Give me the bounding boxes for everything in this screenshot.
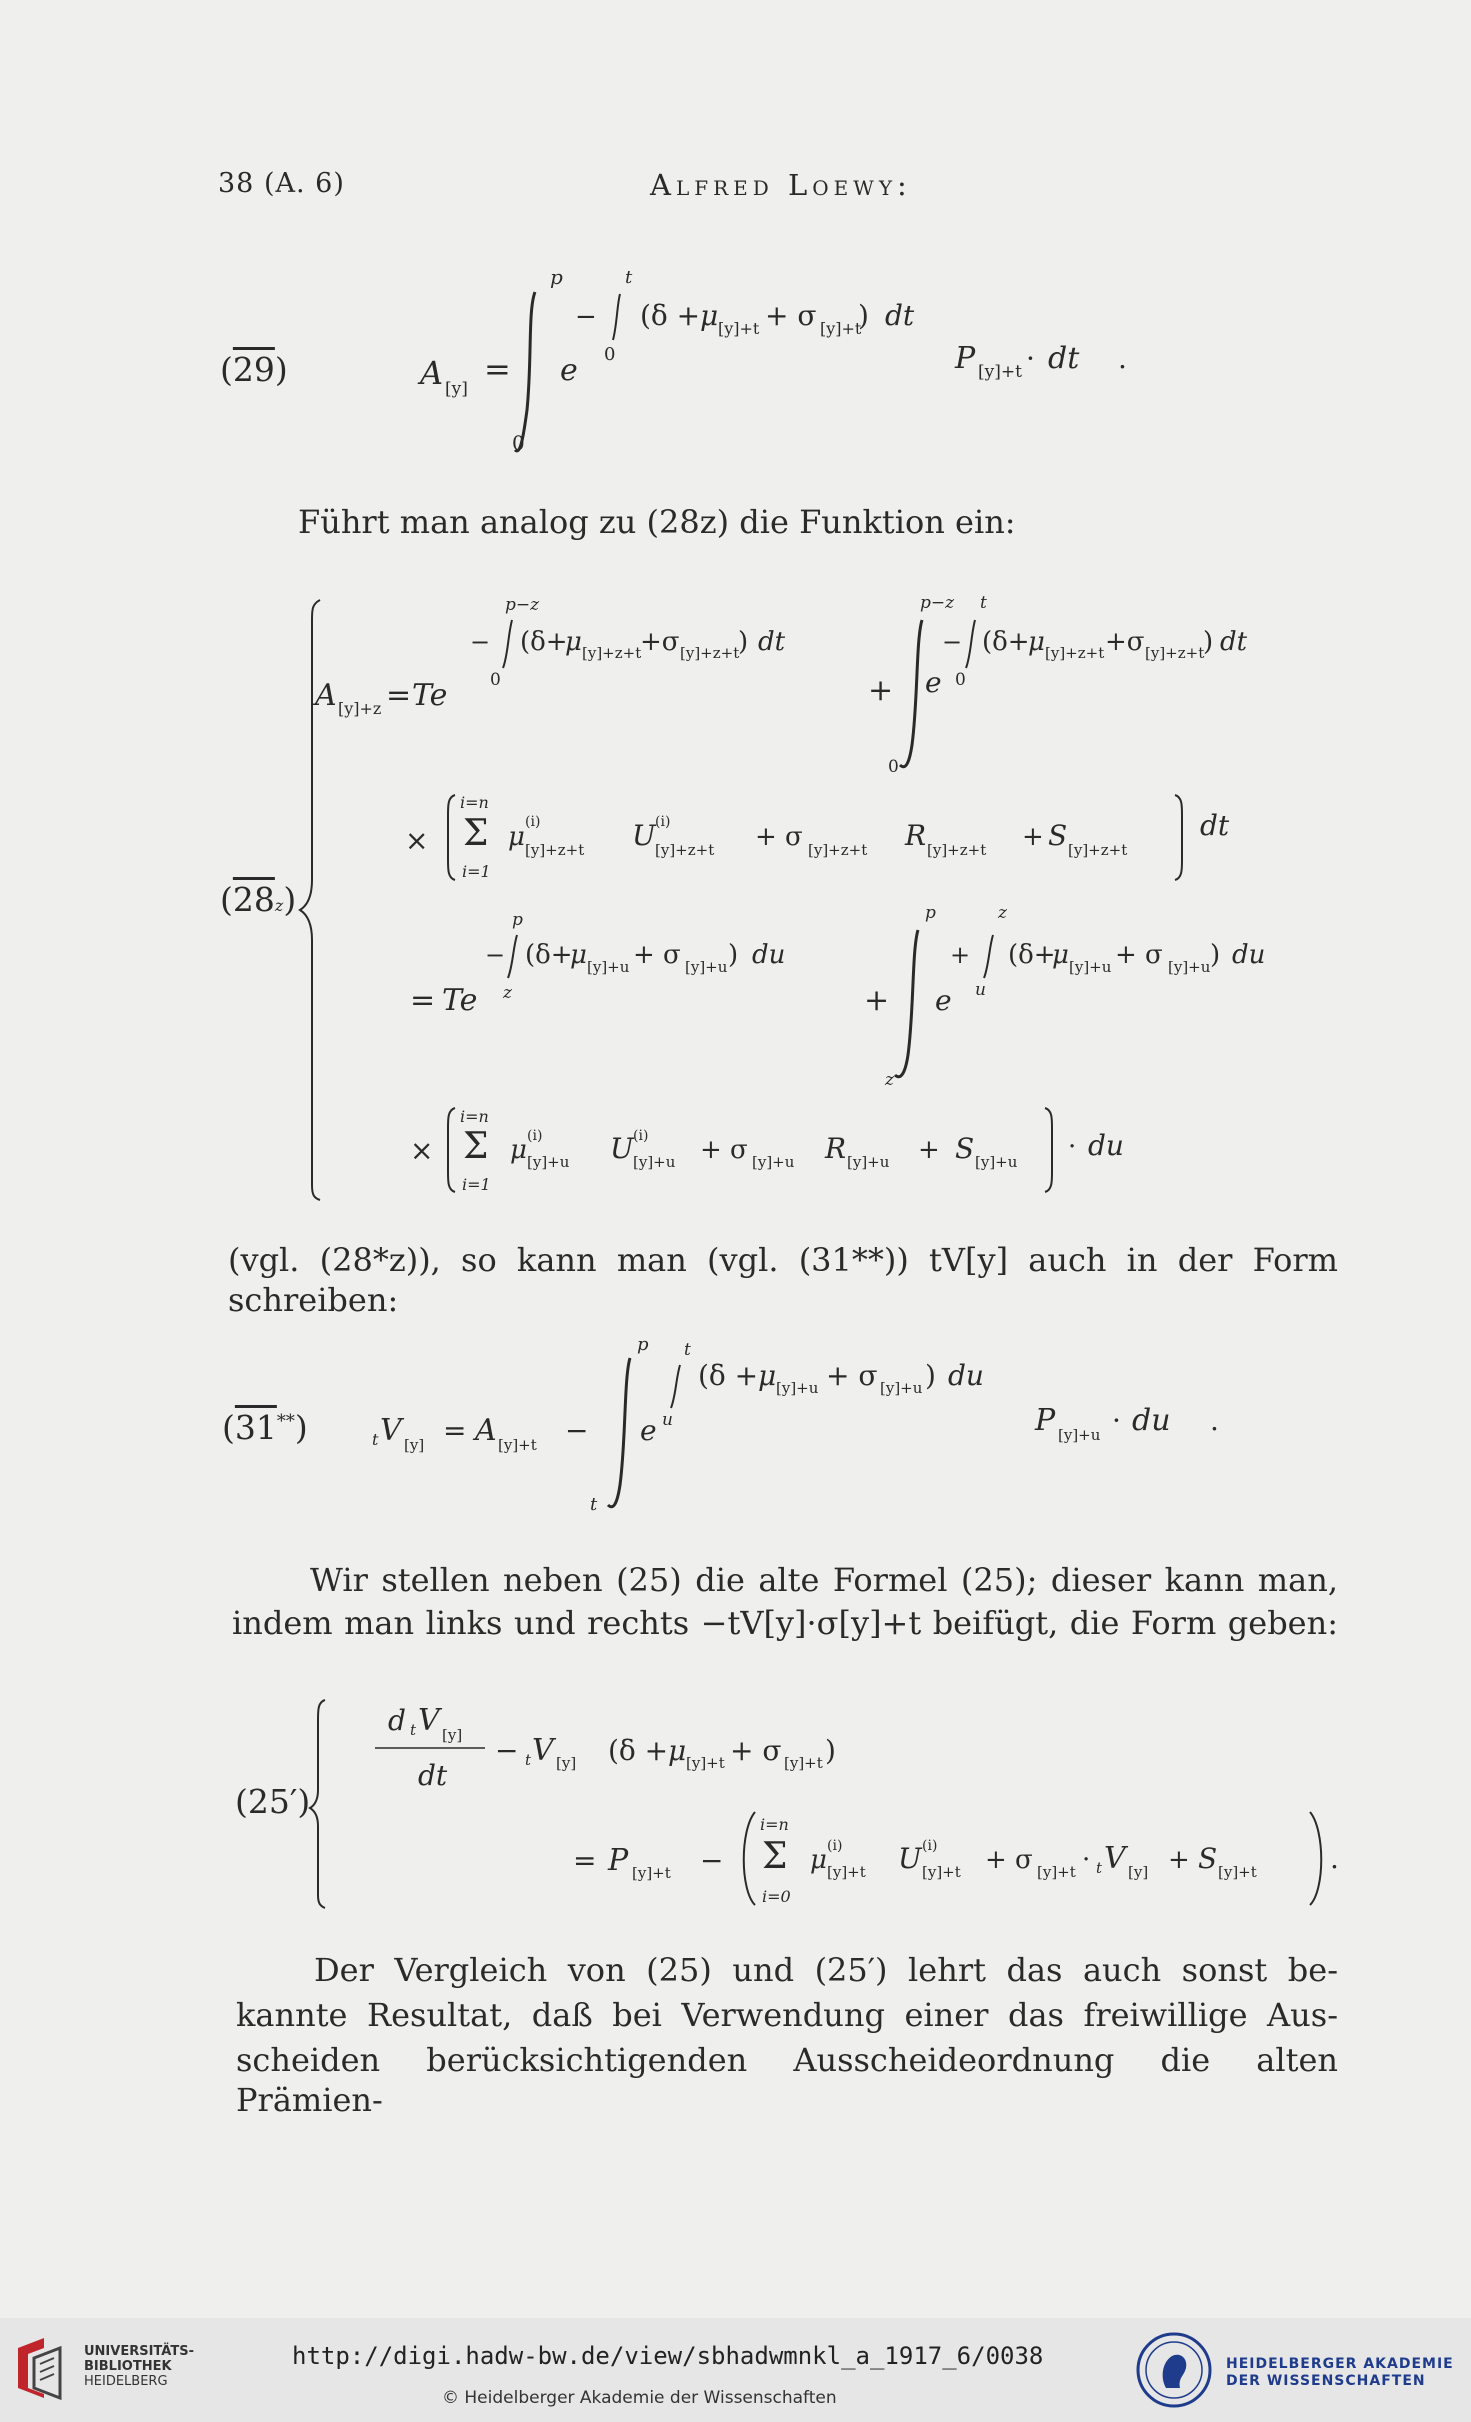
svg-text:(i): (i)	[827, 1838, 843, 1854]
svg-text:[y]+t: [y]+t	[922, 1863, 961, 1881]
svg-text:[y]+z+t: [y]+z+t	[525, 841, 585, 859]
svg-text:t: t	[684, 1340, 691, 1360]
svg-text:[y]+u: [y]+u	[880, 1379, 923, 1397]
svg-text:[y]: [y]	[442, 1726, 463, 1744]
svg-text:μ: μ	[510, 1135, 527, 1165]
svg-text:=: =	[386, 678, 412, 713]
svg-text:u: u	[662, 1410, 673, 1430]
svg-text:): )	[1203, 627, 1214, 657]
svg-text:+ σ: + σ	[985, 1845, 1033, 1875]
svg-text:S: S	[1048, 819, 1068, 852]
svg-text:): )	[728, 940, 739, 970]
equation-label: (28z)	[220, 880, 297, 919]
svg-text:+ σ: + σ	[765, 299, 817, 332]
svg-text:[y]+u: [y]+u	[527, 1153, 570, 1171]
equation-label: (29)	[220, 350, 288, 389]
svg-text:P: P	[608, 1843, 629, 1878]
svg-text:(δ +: (δ +	[608, 1734, 669, 1767]
svg-text:·: ·	[1026, 342, 1035, 375]
svg-text:[y]+u: [y]+u	[587, 958, 630, 976]
svg-text:A: A	[475, 1413, 497, 1448]
svg-text:[y]+z+t: [y]+z+t	[680, 644, 740, 662]
svg-text:0: 0	[888, 757, 899, 777]
svg-text:−: −	[495, 1734, 519, 1767]
svg-text:0: 0	[490, 670, 501, 690]
svg-text:μ: μ	[1028, 627, 1045, 657]
svg-text:Σ: Σ	[463, 1126, 489, 1167]
viewer-footer	[0, 2318, 1471, 2422]
svg-text:μ: μ	[700, 299, 719, 332]
svg-text:=: =	[484, 350, 511, 388]
svg-text:+: +	[868, 673, 894, 708]
svg-text:V: V	[418, 1703, 440, 1738]
svg-text:[y]: [y]	[1128, 1863, 1149, 1881]
svg-text:−: −	[942, 628, 963, 656]
svg-text:(δ+: (δ+	[982, 627, 1030, 657]
svg-text:t: t	[1096, 1859, 1103, 1877]
svg-text:p−z: p−z	[505, 595, 540, 615]
svg-text:(δ+: (δ+	[525, 940, 573, 970]
university-library-name: UNIVERSITÄTS- BIBLIOTHEK HEIDELBERG	[84, 2344, 194, 2389]
svg-text:(i): (i)	[633, 1128, 649, 1144]
svg-text:): )	[925, 1359, 936, 1392]
svg-text:[y]+t: [y]+t	[718, 319, 760, 338]
svg-text:t: t	[590, 1494, 598, 1515]
svg-text:[y]+z+t: [y]+z+t	[927, 841, 987, 859]
svg-text:dt: dt	[1200, 809, 1230, 842]
svg-text:[y]+t: [y]+t	[820, 319, 862, 338]
svg-text:V: V	[1104, 1841, 1126, 1876]
svg-text:[y]+u: [y]+u	[1069, 958, 1112, 976]
svg-text:[y]+z+t: [y]+z+t	[1068, 841, 1128, 859]
academy-seal-icon	[1136, 2332, 1212, 2408]
svg-text:z: z	[503, 983, 512, 1003]
svg-text:i=1: i=1	[462, 1175, 491, 1194]
svg-text:A: A	[420, 354, 444, 392]
svg-text:(δ +: (δ +	[640, 299, 701, 332]
svg-text:t: t	[625, 267, 633, 288]
svg-text:Σ: Σ	[463, 813, 489, 854]
academy-name: HEIDELBERGER AKADEMIE DER WISSENSCHAFTEN	[1226, 2356, 1454, 2389]
svg-text:[y]+z+t: [y]+z+t	[655, 841, 715, 859]
svg-text:p−z: p−z	[920, 593, 955, 613]
svg-text:μ: μ	[1052, 940, 1069, 970]
svg-text:−: −	[700, 1844, 724, 1877]
svg-text:t: t	[980, 593, 987, 613]
svg-text:p: p	[637, 1334, 649, 1355]
svg-text:×: ×	[410, 1134, 434, 1167]
svg-text:=: =	[443, 1414, 467, 1447]
svg-text:dt: dt	[418, 1759, 448, 1792]
svg-text:[y]: [y]	[445, 379, 468, 399]
conclusion-line1: Der Vergleich von (25) und (25′) lehrt das auch sonst be-	[314, 1951, 1338, 1989]
svg-text:+: +	[1168, 1845, 1190, 1875]
para-25-line1: Wir stellen neben (25) die alte Formel (25); dieser kann man,	[310, 1561, 1338, 1599]
equation-label: (25′)	[235, 1782, 311, 1821]
svg-text:p: p	[925, 903, 936, 923]
svg-text:i=0: i=0	[762, 1887, 791, 1906]
university-library-logo-icon	[14, 2334, 72, 2402]
svg-text:[y]+u: [y]+u	[975, 1153, 1018, 1171]
svg-text:(i): (i)	[527, 1128, 543, 1144]
svg-text:[y]+u: [y]+u	[1058, 1426, 1101, 1444]
svg-text:+ σ: + σ	[730, 1734, 782, 1767]
svg-text:(δ +: (δ +	[698, 1359, 759, 1392]
svg-text:[y]: [y]	[556, 1754, 577, 1772]
svg-text:+ σ: + σ	[633, 940, 681, 970]
svg-text:−: −	[565, 1414, 589, 1447]
svg-text:du: du	[1088, 1129, 1124, 1162]
svg-text:): )	[858, 299, 869, 332]
svg-text:[y]+t: [y]+t	[632, 1864, 671, 1882]
page-reference: 38 (A. 6)	[218, 168, 345, 199]
svg-text:du: du	[1232, 940, 1266, 970]
svg-text:[y]+u: [y]+u	[633, 1153, 676, 1171]
svg-text:μ: μ	[570, 940, 587, 970]
svg-text:V: V	[380, 1413, 402, 1448]
svg-text:du: du	[948, 1359, 984, 1392]
copyright-notice: © Heidelberger Akademie der Wissenschaften	[442, 2388, 837, 2408]
svg-text:.: .	[1330, 1842, 1339, 1875]
svg-text:[y]+z+t: [y]+z+t	[1145, 644, 1205, 662]
svg-text:(i): (i)	[525, 814, 541, 830]
svg-text:A: A	[315, 678, 337, 713]
svg-text:z: z	[885, 1070, 894, 1090]
svg-text:[y]+t: [y]+t	[827, 1863, 866, 1881]
intro-28z-text: Führt man analog zu (28z) die Funktion ein:	[298, 503, 1016, 541]
svg-text:+ σ: + σ	[755, 822, 803, 852]
svg-text:u: u	[975, 980, 986, 1000]
svg-text:[y]+t: [y]+t	[784, 1754, 823, 1772]
svg-text:[y]+u: [y]+u	[752, 1153, 795, 1171]
svg-text:i=n: i=n	[460, 1107, 489, 1126]
svg-text:i=1: i=1	[462, 862, 491, 881]
svg-text:e: e	[560, 353, 578, 388]
svg-text:μ: μ	[668, 1734, 687, 1767]
svg-text:+: +	[1022, 822, 1044, 852]
svg-text:t: t	[372, 1430, 379, 1449]
svg-text:V: V	[532, 1733, 554, 1768]
svg-text:+σ: +σ	[640, 627, 680, 657]
svg-text:P: P	[955, 341, 976, 376]
author-name: Alfred Loewy:	[650, 168, 912, 202]
svg-text:[y]+z+t: [y]+z+t	[582, 644, 642, 662]
svg-text:p: p	[512, 910, 523, 930]
svg-text:dt: dt	[1048, 341, 1080, 376]
svg-text:μ: μ	[508, 822, 525, 852]
svg-text:): )	[738, 627, 749, 657]
svg-text:[y]+z: [y]+z	[338, 699, 382, 718]
svg-text:×: ×	[405, 824, 429, 857]
svg-text:U: U	[632, 819, 656, 852]
svg-text:=: =	[410, 983, 436, 1018]
svg-text:): )	[1210, 940, 1221, 970]
svg-text:P: P	[1035, 1403, 1056, 1438]
svg-text:.: .	[1118, 342, 1127, 375]
svg-text:0: 0	[604, 344, 616, 365]
svg-text:(δ+: (δ+	[1008, 940, 1056, 970]
svg-text:μ: μ	[810, 1845, 827, 1875]
svg-text:t: t	[410, 1721, 417, 1739]
svg-text:+: +	[918, 1135, 940, 1165]
svg-text:+: +	[950, 941, 971, 969]
svg-text:−: −	[470, 628, 491, 656]
vgl-line: (vgl. (28*z)), so kann man (vgl. (31**)) tV[y] auch in der Form schreiben:	[228, 1241, 1338, 1319]
svg-text:e: e	[640, 1414, 657, 1447]
svg-text:μ: μ	[758, 1359, 777, 1392]
svg-text:[y]+t: [y]+t	[978, 362, 1022, 382]
svg-text:): )	[825, 1734, 836, 1767]
svg-text:·: ·	[1068, 1132, 1077, 1162]
equation-label: (31**)	[222, 1408, 308, 1447]
svg-text:e: e	[925, 666, 942, 699]
svg-text:p: p	[550, 265, 563, 289]
svg-text:+: +	[864, 983, 890, 1018]
svg-text:d: d	[388, 1704, 406, 1737]
svg-text:[y]+z+t: [y]+z+t	[1045, 644, 1105, 662]
svg-text:(i): (i)	[922, 1838, 938, 1854]
svg-text:Te: Te	[412, 678, 448, 713]
svg-text:[y]+u: [y]+u	[847, 1153, 890, 1171]
svg-text:dt: dt	[1220, 627, 1248, 657]
svg-text:(δ+: (δ+	[520, 627, 568, 657]
svg-text:μ: μ	[565, 627, 582, 657]
svg-text:0: 0	[955, 670, 966, 690]
svg-text:+σ: +σ	[1105, 627, 1145, 657]
svg-text:[y]+t: [y]+t	[1037, 1863, 1076, 1881]
svg-text:R: R	[905, 819, 927, 852]
svg-text:Te: Te	[442, 983, 478, 1018]
svg-text:−: −	[575, 302, 597, 332]
svg-text:U: U	[898, 1842, 922, 1875]
svg-text:(i): (i)	[655, 814, 671, 830]
svg-text:[y]+u: [y]+u	[685, 958, 728, 976]
svg-text:·: ·	[1112, 1404, 1121, 1437]
svg-text:S: S	[955, 1132, 975, 1165]
svg-text:dt: dt	[758, 627, 786, 657]
svg-text:+ σ: + σ	[826, 1359, 878, 1392]
svg-text:[y]+t: [y]+t	[498, 1436, 537, 1454]
svg-text:[y]+u: [y]+u	[1168, 958, 1211, 976]
svg-text:t: t	[525, 1751, 532, 1769]
svg-text:e: e	[935, 984, 952, 1017]
svg-text:i=n: i=n	[760, 1815, 789, 1834]
conclusion-line2: kannte Resultat, daß bei Verwendung einer das freiwillige Aus-	[236, 1996, 1338, 2034]
svg-text:[y]+z+t: [y]+z+t	[808, 841, 868, 859]
svg-text:+ σ: + σ	[1115, 940, 1163, 970]
svg-text:.: .	[1210, 1404, 1219, 1437]
svg-text:U: U	[610, 1132, 634, 1165]
svg-text:0: 0	[512, 431, 525, 455]
svg-text:du: du	[752, 940, 786, 970]
svg-text:i=n: i=n	[460, 793, 489, 812]
svg-text:Σ: Σ	[762, 1836, 788, 1877]
svg-text:[y]+t: [y]+t	[686, 1754, 725, 1772]
svg-text:du: du	[1132, 1403, 1171, 1438]
svg-text:S: S	[1198, 1842, 1218, 1875]
conclusion-line3: scheiden berücksichtigenden Ausscheideordnung die alten Prämien-	[236, 2041, 1338, 2119]
svg-text:=: =	[573, 1844, 597, 1877]
svg-text:z: z	[998, 903, 1007, 923]
svg-text:[y]: [y]	[404, 1436, 425, 1454]
svg-text:[y]+t: [y]+t	[1218, 1863, 1257, 1881]
svg-text:−: −	[485, 941, 506, 969]
svg-text:·: ·	[1082, 1845, 1091, 1875]
svg-text:[y]+u: [y]+u	[776, 1379, 819, 1397]
svg-text:+ σ: + σ	[700, 1135, 748, 1165]
permalink-url[interactable]: http://digi.hadw-bw.de/view/sbhadwmnkl_a_1917_6/0038	[292, 2342, 1044, 2370]
para-25-line2: indem man links und rechts −tV[y]·σ[y]+t beifügt, die Form geben:	[232, 1604, 1338, 1642]
svg-text:R: R	[825, 1132, 847, 1165]
svg-text:dt: dt	[885, 299, 915, 332]
